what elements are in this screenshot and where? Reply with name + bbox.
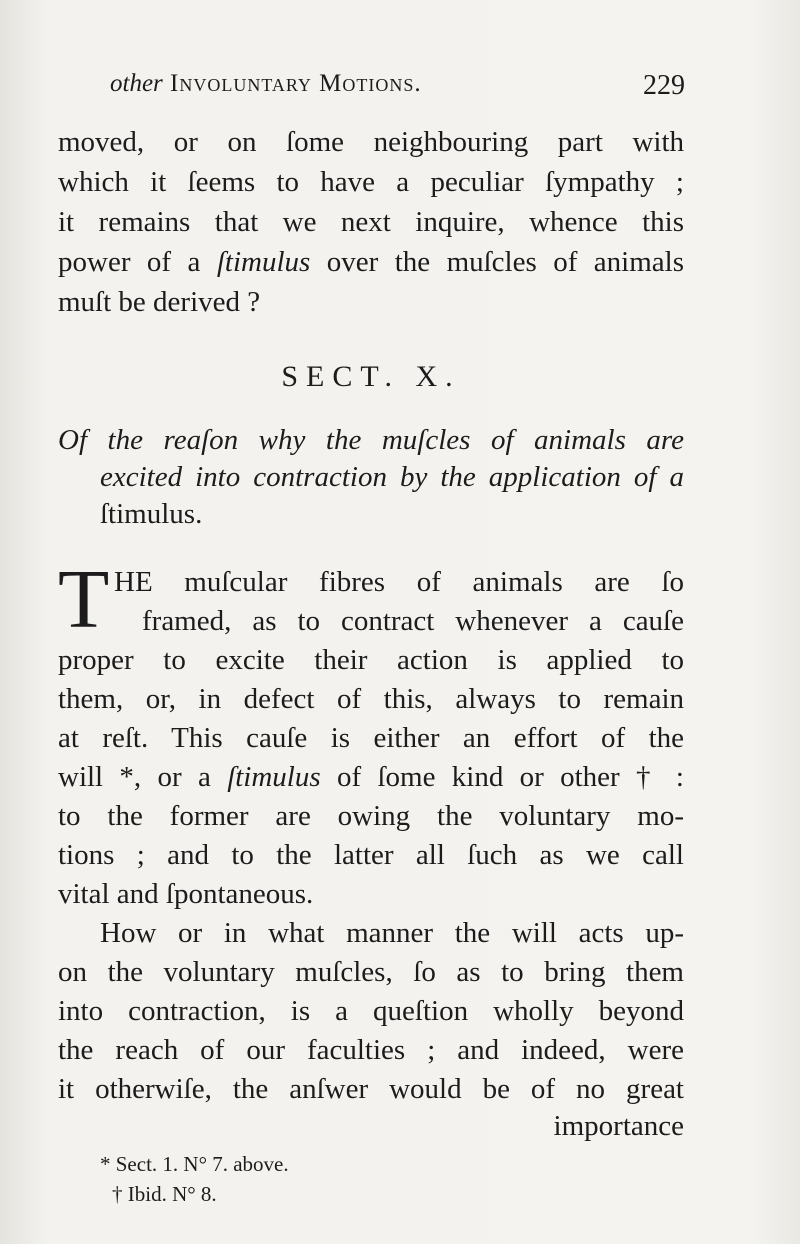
text-line: it otherwiſe, the anſwer would be of no great — [58, 1073, 684, 1105]
text-line: which it ſeems to have a peculiar ſympathy ; — [58, 166, 684, 198]
text-line: tions ; and to the latter all ſuch as we call — [58, 839, 684, 871]
running-header — [110, 70, 685, 110]
text-line: How or in what manner the will acts up- — [100, 917, 684, 949]
text-line — [58, 757, 684, 797]
text-run: of ſome kind or other † : — [320, 761, 684, 793]
running-head — [110, 70, 422, 98]
catchword: importance — [553, 1110, 684, 1142]
italic-word: ſtimulus — [216, 246, 311, 278]
text-line: framed, as to contract whenever a cauſe — [142, 605, 684, 637]
text-line: muſt be derived ? — [58, 286, 261, 318]
section-heading: SECT. X. — [281, 360, 461, 393]
page-number: 229 — [643, 70, 685, 101]
running-head-title: Involuntary Motions. — [170, 70, 422, 97]
text-run: will *, or a — [58, 761, 228, 793]
drop-cap: T — [58, 553, 110, 646]
text-line — [58, 242, 684, 282]
text-line: the reach of our faculties ; and indeed, were — [58, 1034, 684, 1066]
text-run: over the muſcles of animals — [310, 246, 684, 278]
running-head-italic: other — [110, 70, 163, 97]
text-line: into contraction, is a queſtion wholly beyond — [58, 995, 684, 1027]
section-title-line: excited into contraction by the application of a — [100, 461, 684, 493]
text-line: to the former are owing the voluntary mo- — [58, 800, 684, 832]
text-line: moved, or on ſome neighbouring part with — [58, 126, 684, 158]
text-line: it remains that we next inquire, whence this — [58, 206, 684, 238]
section-title-line: Of the reaſon why the muſcles of animals are — [58, 424, 684, 456]
footnote: * Sect. 1. N° 7. above. — [100, 1152, 289, 1176]
text-line: them, or, in defect of this, always to remain — [58, 683, 684, 715]
section-title-line: ſtimulus. — [100, 498, 203, 530]
text-run: power of a — [58, 246, 217, 278]
italic-word: ſtimulus — [227, 761, 321, 793]
text-line: proper to excite their action is applied to — [58, 644, 684, 676]
text-line: HE muſcular fibres of animals are ſo — [114, 566, 684, 598]
footnote: † Ibid. N° 8. — [112, 1182, 217, 1206]
text-line: at reſt. This cauſe is either an effort of the — [58, 722, 684, 754]
text-line: on the voluntary muſcles, ſo as to bring them — [58, 956, 684, 988]
text-line: vital and ſpontaneous. — [58, 878, 314, 910]
